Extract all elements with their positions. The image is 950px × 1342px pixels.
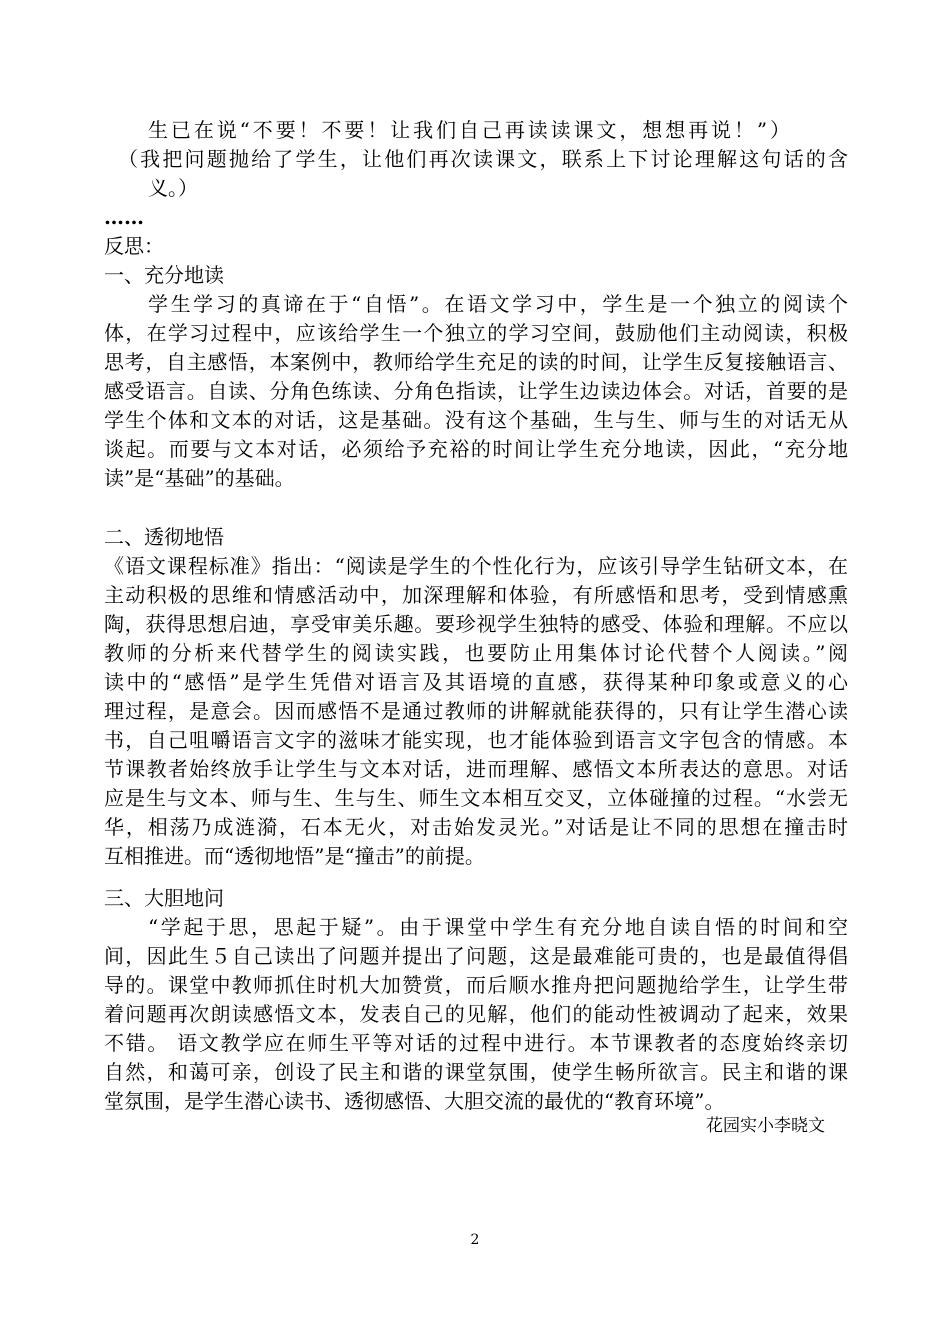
paragraph-line: 学生学习的真谛在于“自悟”。在语文学习中，学生是一个独立的阅读个 [148, 292, 848, 316]
paragraph-line: 节课教者始终放手让学生与文本对话，进而理解、感悟文本所表达的意思。对话 [104, 757, 848, 781]
paragraph-line: 《语文课程标准》指出：“阅读是学生的个性化行为，应该引导学生钻研文本，在 [104, 554, 848, 578]
reflection-label: 反思： [104, 234, 164, 258]
signature: 花园实小李晓文 [706, 1116, 825, 1136]
paragraph-line: 教师的分析来代替学生的阅读实践，也要防止用集体讨论代替个人阅读。”阅 [104, 641, 848, 665]
paragraph-line: 谈起。而要与文本对话，必须给予充裕的时间让学生充分地读，因此，“充分地 [104, 437, 848, 461]
section-heading: 一、充分地读 [104, 263, 224, 287]
paragraph-line: 华，相荡乃成涟漪，石本无火，对击始发灵光。”对话是让不同的思想在撞击时 [104, 815, 848, 839]
intro-line-2: （我把问题抛给了学生，让他们再次读课文，联系上下讨论理解这句话的含 [118, 147, 848, 171]
paragraph-line: “学起于思，思起于疑”。由于课堂中学生有充分地自读自悟的时间和空 [148, 915, 848, 939]
paragraph-line: 感受语言。自读、分角色练读、分角色指读，让学生边读边体会。对话，首要的是 [104, 379, 848, 403]
paragraph-line: 思考，自主感悟，本案例中，教师给学生充足的读的时间，让学生反复接触语言、 [104, 350, 848, 374]
paragraph-line: 互相推进。而“透彻地悟”是“撞击”的前提。 [104, 844, 485, 868]
paragraph-line: 读”是“基础”的基础。 [104, 466, 295, 490]
paragraph-line: 自然，和蔼可亲，创设了民主和谐的课堂氛围，使学生畅所欲言。民主和谐的课 [104, 1060, 848, 1084]
paragraph-line: 主动积极的思维和情感活动中，加深理解和体验，有所感悟和思考，受到情感熏 [104, 583, 848, 607]
paragraph-line: 导的。课堂中教师抓住时机大加赞赏，而后顺水推舟把问题抛给学生，让学生带 [104, 973, 848, 997]
section-heading: 二、透彻地悟 [104, 525, 224, 549]
paragraph-line: 堂氛围，是学生潜心读书、透彻感悟、大胆交流的最优的“教育环境”。 [104, 1089, 725, 1113]
ellipsis: …… [104, 205, 144, 229]
paragraph-line: 不错。 语文教学应在师生平等对话的过程中进行。本节课教者的态度始终亲切 [104, 1031, 848, 1055]
section-heading: 三、大胆地问 [104, 886, 224, 910]
paragraph-line: 理过程，是意会。因而感悟不是通过教师的讲解就能获得的，只有让学生潜心读 [104, 699, 848, 723]
paragraph-line: 读中的“感悟”是学生凭借对语言及其语境的直感，获得某种印象或意义的心 [104, 670, 848, 694]
paragraph-line: 书，自己咀嚼语言文字的滋味才能实现，也才能体验到语言文字包含的情感。本 [104, 728, 848, 752]
paragraph-line: 应是生与文本、师与生、生与生、师生文本相互交叉，立体碰撞的过程。“水尝无 [104, 786, 848, 810]
paragraph-line: 陶，获得思想启迪，享受审美乐趣。要珍视学生独特的感受、体验和理解。不应以 [104, 612, 848, 636]
paragraph-line: 间，因此生５自己读出了问题并提出了问题，这是最难能可贵的，也是最值得倡 [104, 944, 848, 968]
intro-line-1: 生已在说“不要！不要！让我们自己再读读课文，想想再说！”） [148, 118, 790, 142]
paragraph-line: 着问题再次朗读感悟文本，发表自己的见解，他们的能动性被调动了起来，效果 [104, 1002, 848, 1026]
paragraph-line: 学生个体和文本的对话，这是基础。没有这个基础，生与生、师与生的对话无从 [104, 408, 848, 432]
page-number: 2 [470, 1232, 480, 1248]
paragraph-line: 体，在学习过程中，应该给学生一个独立的学习空间，鼓励他们主动阅读，积极 [104, 321, 848, 345]
intro-line-3: 义。） [148, 176, 198, 200]
